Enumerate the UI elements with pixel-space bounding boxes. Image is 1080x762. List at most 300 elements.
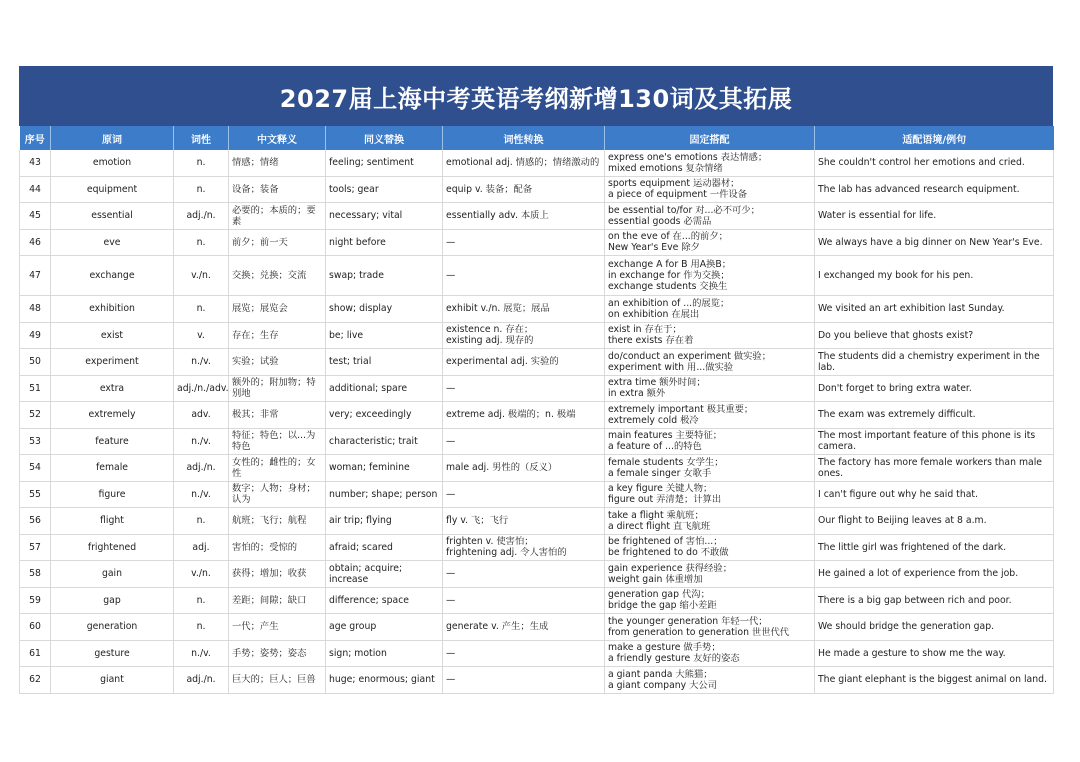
row-number-text: 61 <box>29 647 41 659</box>
word-cell-text: female <box>95 462 129 474</box>
meaning-cell <box>229 322 326 349</box>
part-of-speech-cell-text: adj./n. <box>186 462 216 474</box>
example-cell-text: We visited an art exhibition last Sunday. <box>818 303 1005 315</box>
collocation-cell-text: the younger generation 年轻一代； <box>608 615 768 627</box>
collocation-cell-text: do/conduct an experiment 做实验； <box>608 350 772 362</box>
word-cell-text: generation <box>86 621 138 633</box>
example-cell-text: Do you believe that ghosts exist? <box>818 329 974 341</box>
meaning-cell <box>229 428 326 455</box>
conversion-cell-text: experimental adj. 实验的 <box>446 356 559 368</box>
synonym-cell <box>326 534 443 561</box>
meaning-cell-text: 额外的；附加物；特别地 <box>232 377 316 400</box>
example-cell <box>815 428 1054 455</box>
example-cell-text: The factory has more female workers than male ones. <box>818 456 1043 479</box>
synonym-cell-text: difference; space <box>329 594 410 606</box>
conversion-cell <box>443 375 605 402</box>
conversion-cell <box>443 150 605 176</box>
row-number <box>20 375 51 402</box>
table-row <box>20 402 1054 429</box>
synonym-cell <box>326 667 443 694</box>
row-number-text: 56 <box>29 515 41 527</box>
part-of-speech-cell-text: n./v. <box>191 435 211 447</box>
part-of-speech-cell-text: v. <box>197 329 205 341</box>
part-of-speech-cell-text: adj./n./adv. <box>177 382 229 394</box>
row-number <box>20 667 51 694</box>
conversion-cell-text: — <box>446 647 456 659</box>
meaning-cell <box>229 375 326 402</box>
row-number <box>20 256 51 296</box>
conversion-cell <box>443 640 605 667</box>
part-of-speech-cell <box>174 322 229 349</box>
row-number <box>20 349 51 376</box>
word-cell <box>51 296 174 323</box>
word-cell-text: gesture <box>94 647 130 659</box>
collocation-cell-text: make a gesture 做手势； <box>608 642 721 654</box>
example-cell <box>815 481 1054 508</box>
word-cell <box>51 203 174 230</box>
meaning-cell <box>229 534 326 561</box>
collocation-cell-text: be essential to/for 对...必不可少； <box>608 204 760 216</box>
example-cell <box>815 349 1054 376</box>
table-header-row <box>20 126 1054 150</box>
word-cell-text: frightened <box>87 541 137 553</box>
row-number <box>20 322 51 349</box>
word-cell <box>51 481 174 508</box>
example-cell-text: She couldn't control her emotions and cried. <box>818 157 1025 169</box>
table-row <box>20 375 1054 402</box>
synonym-cell <box>326 322 443 349</box>
row-number <box>20 508 51 535</box>
word-cell <box>51 402 174 429</box>
example-cell-text: I exchanged my book for his pen. <box>818 270 974 281</box>
example-cell <box>815 229 1054 256</box>
example-cell-text: The exam was extremely difficult. <box>818 409 976 421</box>
collocation-cell-text: gain experience 获得经验； <box>608 562 732 574</box>
synonym-cell <box>326 481 443 508</box>
meaning-cell-text: 交换；兑换；交流 <box>232 270 307 281</box>
meaning-cell-text: 特征；特色；以...为特色 <box>232 430 316 453</box>
word-cell-text: essential <box>91 210 133 222</box>
collocation-cell-text: in exchange for 作为交换； <box>608 270 730 281</box>
row-number <box>20 640 51 667</box>
meaning-cell-text: 手势；姿势；姿态 <box>232 647 307 659</box>
synonym-cell-text: feeling; sentiment <box>329 157 414 169</box>
collocation-cell-text: a giant company 大公司 <box>608 679 718 691</box>
row-number <box>20 455 51 482</box>
example-cell <box>815 614 1054 641</box>
word-cell <box>51 229 174 256</box>
word-cell-text: figure <box>98 488 126 500</box>
meaning-cell-text: 数字；人物；身材；认为 <box>232 483 316 506</box>
row-number-text: 54 <box>29 462 41 474</box>
collocation-cell-text: female students 女学生； <box>608 456 724 468</box>
example-cell-text: We always have a big dinner on New Year's Eve. <box>818 236 1043 248</box>
word-cell-text: experiment <box>85 356 139 368</box>
synonym-cell <box>326 296 443 323</box>
synonym-cell-text: necessary; vital <box>329 210 403 222</box>
part-of-speech-cell <box>174 256 229 296</box>
collocation-cell-text: take a flight 乘航班； <box>608 509 704 521</box>
conversion-cell <box>443 667 605 694</box>
conversion-cell <box>443 402 605 429</box>
collocation-cell <box>605 614 815 641</box>
header-cell: 固定搭配 <box>605 126 815 150</box>
row-number-text: 55 <box>29 488 41 500</box>
conversion-cell <box>443 176 605 203</box>
example-cell-text: Don't forget to bring extra water. <box>818 382 972 394</box>
word-cell <box>51 256 174 296</box>
example-cell <box>815 667 1054 694</box>
collocation-cell-text: be frightened to do 不敢做 <box>608 547 729 559</box>
synonym-cell-text: be; live <box>329 329 364 341</box>
collocation-cell-text: mixed emotions 复杂情绪 <box>608 162 723 174</box>
part-of-speech-cell <box>174 640 229 667</box>
part-of-speech-cell <box>174 203 229 230</box>
row-number <box>20 534 51 561</box>
collocation-cell-text: weight gain 体重增加 <box>608 573 703 585</box>
conversion-cell-text: existence n. 存在； <box>446 324 534 336</box>
row-number <box>20 176 51 203</box>
meaning-cell-text: 必要的；本质的；要素 <box>232 204 316 227</box>
word-cell-text: feature <box>95 435 129 447</box>
synonym-cell-text: obtain; acquire; increase <box>329 562 403 585</box>
synonym-cell-text: age group <box>329 621 377 633</box>
meaning-cell-text: 差距；间隙；缺口 <box>232 594 307 606</box>
synonym-cell <box>326 349 443 376</box>
row-number-text: 49 <box>29 329 41 341</box>
row-number-text: 51 <box>29 382 41 394</box>
collocation-cell-text: figure out 弄清楚；计算出 <box>608 494 722 506</box>
conversion-cell <box>443 296 605 323</box>
conversion-cell-text: — <box>446 568 456 580</box>
meaning-cell <box>229 203 326 230</box>
row-number-text: 50 <box>29 356 41 368</box>
word-cell <box>51 640 174 667</box>
meaning-cell-text: 实验；试验 <box>232 356 279 368</box>
table-row <box>20 296 1054 323</box>
collocation-cell-text: extra time 额外时间； <box>608 377 706 389</box>
collocation-cell-text: generation gap 代沟； <box>608 589 710 601</box>
synonym-cell-text: huge; enormous; giant <box>329 674 435 686</box>
part-of-speech-cell-text: n. <box>196 236 206 248</box>
table-row <box>20 614 1054 641</box>
meaning-cell <box>229 176 326 203</box>
row-number <box>20 229 51 256</box>
part-of-speech-cell <box>174 587 229 614</box>
word-cell <box>51 322 174 349</box>
conversion-cell <box>443 614 605 641</box>
meaning-cell <box>229 229 326 256</box>
conversion-cell-text: extreme adj. 极端的；n. 极端 <box>446 409 576 421</box>
collocation-cell-text: on exhibition 在展出 <box>608 308 700 320</box>
collocation-cell-text: a piece of equipment 一件设备 <box>608 189 748 201</box>
row-number-text: 44 <box>29 183 41 195</box>
conversion-cell-text: frightening adj. 令人害怕的 <box>446 547 567 559</box>
collocation-cell <box>605 256 815 296</box>
word-cell-text: flight <box>100 515 124 527</box>
vocabulary-sheet <box>19 66 1053 694</box>
synonym-cell <box>326 375 443 402</box>
word-cell <box>51 534 174 561</box>
word-cell <box>51 561 174 588</box>
collocation-cell <box>605 150 815 176</box>
collocation-cell-text: on the eve of 在...的前夕； <box>608 231 728 243</box>
collocation-cell-text: an exhibition of ...的展览； <box>608 297 730 309</box>
meaning-cell <box>229 150 326 176</box>
word-cell-text: exhibition <box>89 303 135 315</box>
part-of-speech-cell <box>174 508 229 535</box>
table-row <box>20 481 1054 508</box>
part-of-speech-cell <box>174 481 229 508</box>
synonym-cell <box>326 229 443 256</box>
part-of-speech-cell-text: adj. <box>192 541 210 553</box>
meaning-cell-text: 女性的；雌性的；女性 <box>232 456 316 479</box>
synonym-cell <box>326 256 443 296</box>
synonym-cell <box>326 402 443 429</box>
meaning-cell <box>229 561 326 588</box>
meaning-cell-text: 前夕；前一天 <box>232 236 288 248</box>
example-cell-text: The most important feature of this phone is its camera. <box>818 430 1036 453</box>
example-cell <box>815 640 1054 667</box>
word-cell-text: exchange <box>89 270 135 281</box>
conversion-cell <box>443 534 605 561</box>
table-row <box>20 203 1054 230</box>
conversion-cell <box>443 561 605 588</box>
word-cell <box>51 349 174 376</box>
table-body <box>20 150 1054 693</box>
row-number-text: 48 <box>29 303 41 315</box>
conversion-cell-text: male adj. 男性的（反义） <box>446 462 558 474</box>
synonym-cell-text: show; display <box>329 303 393 315</box>
example-cell <box>815 561 1054 588</box>
synonym-cell-text: very; exceedingly <box>329 409 412 421</box>
word-cell <box>51 150 174 176</box>
collocation-cell-text: there exists 存在着 <box>608 335 694 347</box>
meaning-cell <box>229 402 326 429</box>
collocation-cell-text: experiment with 用...做实验 <box>608 361 734 373</box>
collocation-cell-text: exchange A for B 用A换B； <box>608 259 732 270</box>
collocation-cell-text: express one's emotions 表达情感； <box>608 151 768 163</box>
conversion-cell-text: exhibit v./n. 展览；展品 <box>446 303 550 315</box>
table-row <box>20 508 1054 535</box>
conversion-cell <box>443 229 605 256</box>
part-of-speech-cell-text: n. <box>196 594 206 606</box>
collocation-cell <box>605 481 815 508</box>
row-number <box>20 587 51 614</box>
part-of-speech-cell <box>174 150 229 176</box>
example-cell-text: The little girl was frightened of the dark. <box>818 541 1007 553</box>
part-of-speech-cell <box>174 349 229 376</box>
table-row <box>20 176 1054 203</box>
vocabulary-table <box>19 126 1054 694</box>
row-number-text: 59 <box>29 594 41 606</box>
collocation-cell-text: a friendly gesture 友好的姿态 <box>608 653 740 665</box>
row-number-text: 57 <box>29 541 41 553</box>
table-row <box>20 587 1054 614</box>
row-number <box>20 481 51 508</box>
row-number-text: 47 <box>29 270 41 281</box>
part-of-speech-cell <box>174 614 229 641</box>
example-cell <box>815 296 1054 323</box>
word-cell-text: equipment <box>86 183 138 195</box>
meaning-cell-text: 害怕的；受惊的 <box>232 541 298 553</box>
synonym-cell-text: characteristic; trait <box>329 435 418 447</box>
meaning-cell <box>229 349 326 376</box>
example-cell <box>815 587 1054 614</box>
word-cell <box>51 614 174 641</box>
part-of-speech-cell <box>174 176 229 203</box>
example-cell-text: He made a gesture to show me the way. <box>818 647 1006 659</box>
meaning-cell <box>229 667 326 694</box>
example-cell <box>815 508 1054 535</box>
synonym-cell <box>326 587 443 614</box>
word-cell-text: eve <box>103 236 121 248</box>
part-of-speech-cell <box>174 455 229 482</box>
example-cell <box>815 203 1054 230</box>
table-row <box>20 349 1054 376</box>
conversion-cell-text: — <box>446 674 456 686</box>
synonym-cell <box>326 561 443 588</box>
conversion-cell <box>443 428 605 455</box>
row-number-text: 45 <box>29 210 41 222</box>
meaning-cell <box>229 481 326 508</box>
example-cell-text: I can't figure out why he said that. <box>818 488 979 500</box>
meaning-cell <box>229 640 326 667</box>
collocation-cell-text: main features 主要特征； <box>608 430 723 442</box>
row-number <box>20 203 51 230</box>
row-number-text: 52 <box>29 409 41 421</box>
row-number <box>20 296 51 323</box>
conversion-cell <box>443 256 605 296</box>
part-of-speech-cell <box>174 561 229 588</box>
meaning-cell <box>229 587 326 614</box>
example-cell <box>815 256 1054 296</box>
collocation-cell <box>605 402 815 429</box>
collocation-cell <box>605 561 815 588</box>
row-number-text: 53 <box>29 435 41 447</box>
collocation-cell-text: bridge the gap 缩小差距 <box>608 600 717 612</box>
meaning-cell-text: 极其；非常 <box>232 409 279 421</box>
synonym-cell-text: afraid; scared <box>329 541 393 553</box>
part-of-speech-cell <box>174 667 229 694</box>
row-number-text: 58 <box>29 568 41 580</box>
row-number <box>20 402 51 429</box>
table-row <box>20 667 1054 694</box>
header-cell: 词性转换 <box>443 126 605 150</box>
conversion-cell-text: — <box>446 382 456 394</box>
meaning-cell-text: 情感；情绪 <box>232 157 279 169</box>
part-of-speech-cell-text: n. <box>196 303 206 315</box>
synonym-cell <box>326 150 443 176</box>
conversion-cell-text: — <box>446 236 456 248</box>
example-cell-text: The students did a chemistry experiment in the lab. <box>818 350 1040 373</box>
synonym-cell-text: sign; motion <box>329 647 387 659</box>
conversion-cell <box>443 322 605 349</box>
collocation-cell-text: a direct flight 直飞航班 <box>608 520 711 532</box>
word-cell <box>51 375 174 402</box>
row-number <box>20 428 51 455</box>
table-row <box>20 455 1054 482</box>
collocation-cell <box>605 455 815 482</box>
collocation-cell <box>605 534 815 561</box>
meaning-cell <box>229 614 326 641</box>
synonym-cell <box>326 508 443 535</box>
collocation-cell-text: a female singer 女歌手 <box>608 467 712 479</box>
word-cell <box>51 667 174 694</box>
collocation-cell <box>605 428 815 455</box>
meaning-cell <box>229 455 326 482</box>
meaning-cell-text: 巨大的；巨人；巨兽 <box>232 674 316 686</box>
example-cell-text: There is a big gap between rich and poor. <box>818 594 1012 606</box>
header-cell: 适配语境/例句 <box>815 126 1054 150</box>
meaning-cell-text: 设备；装备 <box>232 183 279 195</box>
collocation-cell-text: a feature of ...的特色 <box>608 441 702 453</box>
collocation-cell-text: exchange students 交换生 <box>608 281 728 292</box>
example-cell <box>815 402 1054 429</box>
row-number <box>20 614 51 641</box>
part-of-speech-cell-text: n./v. <box>191 488 211 500</box>
part-of-speech-cell-text: n. <box>196 157 206 169</box>
conversion-cell-text: existing adj. 现存的 <box>446 335 534 347</box>
example-cell-text: The giant elephant is the biggest animal on land. <box>818 674 1047 686</box>
word-cell <box>51 587 174 614</box>
row-number-text: 60 <box>29 621 41 633</box>
header-cell: 词性 <box>174 126 229 150</box>
part-of-speech-cell-text: adv. <box>191 409 211 421</box>
row-number-text: 46 <box>29 236 41 248</box>
word-cell-text: gain <box>101 568 123 580</box>
example-cell <box>815 375 1054 402</box>
header-cell: 序号 <box>20 126 51 150</box>
collocation-cell-text: sports equipment 运动器材； <box>608 178 740 190</box>
meaning-cell-text: 一代；产生 <box>232 621 279 633</box>
part-of-speech-cell <box>174 375 229 402</box>
part-of-speech-cell-text: n. <box>196 515 206 527</box>
part-of-speech-cell <box>174 402 229 429</box>
part-of-speech-cell-text: n./v. <box>191 356 211 368</box>
synonym-cell-text: test; trial <box>329 356 372 368</box>
synonym-cell <box>326 614 443 641</box>
synonym-cell-text: woman; feminine <box>329 462 410 474</box>
synonym-cell <box>326 640 443 667</box>
word-cell-text: extremely <box>88 409 136 421</box>
synonym-cell <box>326 455 443 482</box>
table-row <box>20 322 1054 349</box>
table-row <box>20 534 1054 561</box>
synonym-cell <box>326 203 443 230</box>
conversion-cell-text: equip v. 装备；配备 <box>446 183 533 195</box>
meaning-cell <box>229 296 326 323</box>
table-row <box>20 256 1054 296</box>
table-row <box>20 561 1054 588</box>
collocation-cell <box>605 322 815 349</box>
part-of-speech-cell <box>174 296 229 323</box>
part-of-speech-cell-text: n./v. <box>191 647 211 659</box>
collocation-cell-text: New Year's Eve 除夕 <box>608 242 700 254</box>
part-of-speech-cell-text: n. <box>196 621 206 633</box>
meaning-cell-text: 获得；增加；收获 <box>232 568 307 580</box>
collocation-cell <box>605 508 815 535</box>
synonym-cell-text: night before <box>329 236 386 248</box>
word-cell <box>51 508 174 535</box>
collocation-cell-text: in extra 额外 <box>608 388 666 400</box>
collocation-cell <box>605 587 815 614</box>
meaning-cell-text: 航班；飞行；航程 <box>232 515 307 527</box>
collocation-cell-text: from generation to generation 世世代代 <box>608 626 790 638</box>
part-of-speech-cell-text: v./n. <box>191 568 211 580</box>
meaning-cell-text: 展览；展览会 <box>232 303 288 315</box>
row-number-text: 62 <box>29 674 41 686</box>
